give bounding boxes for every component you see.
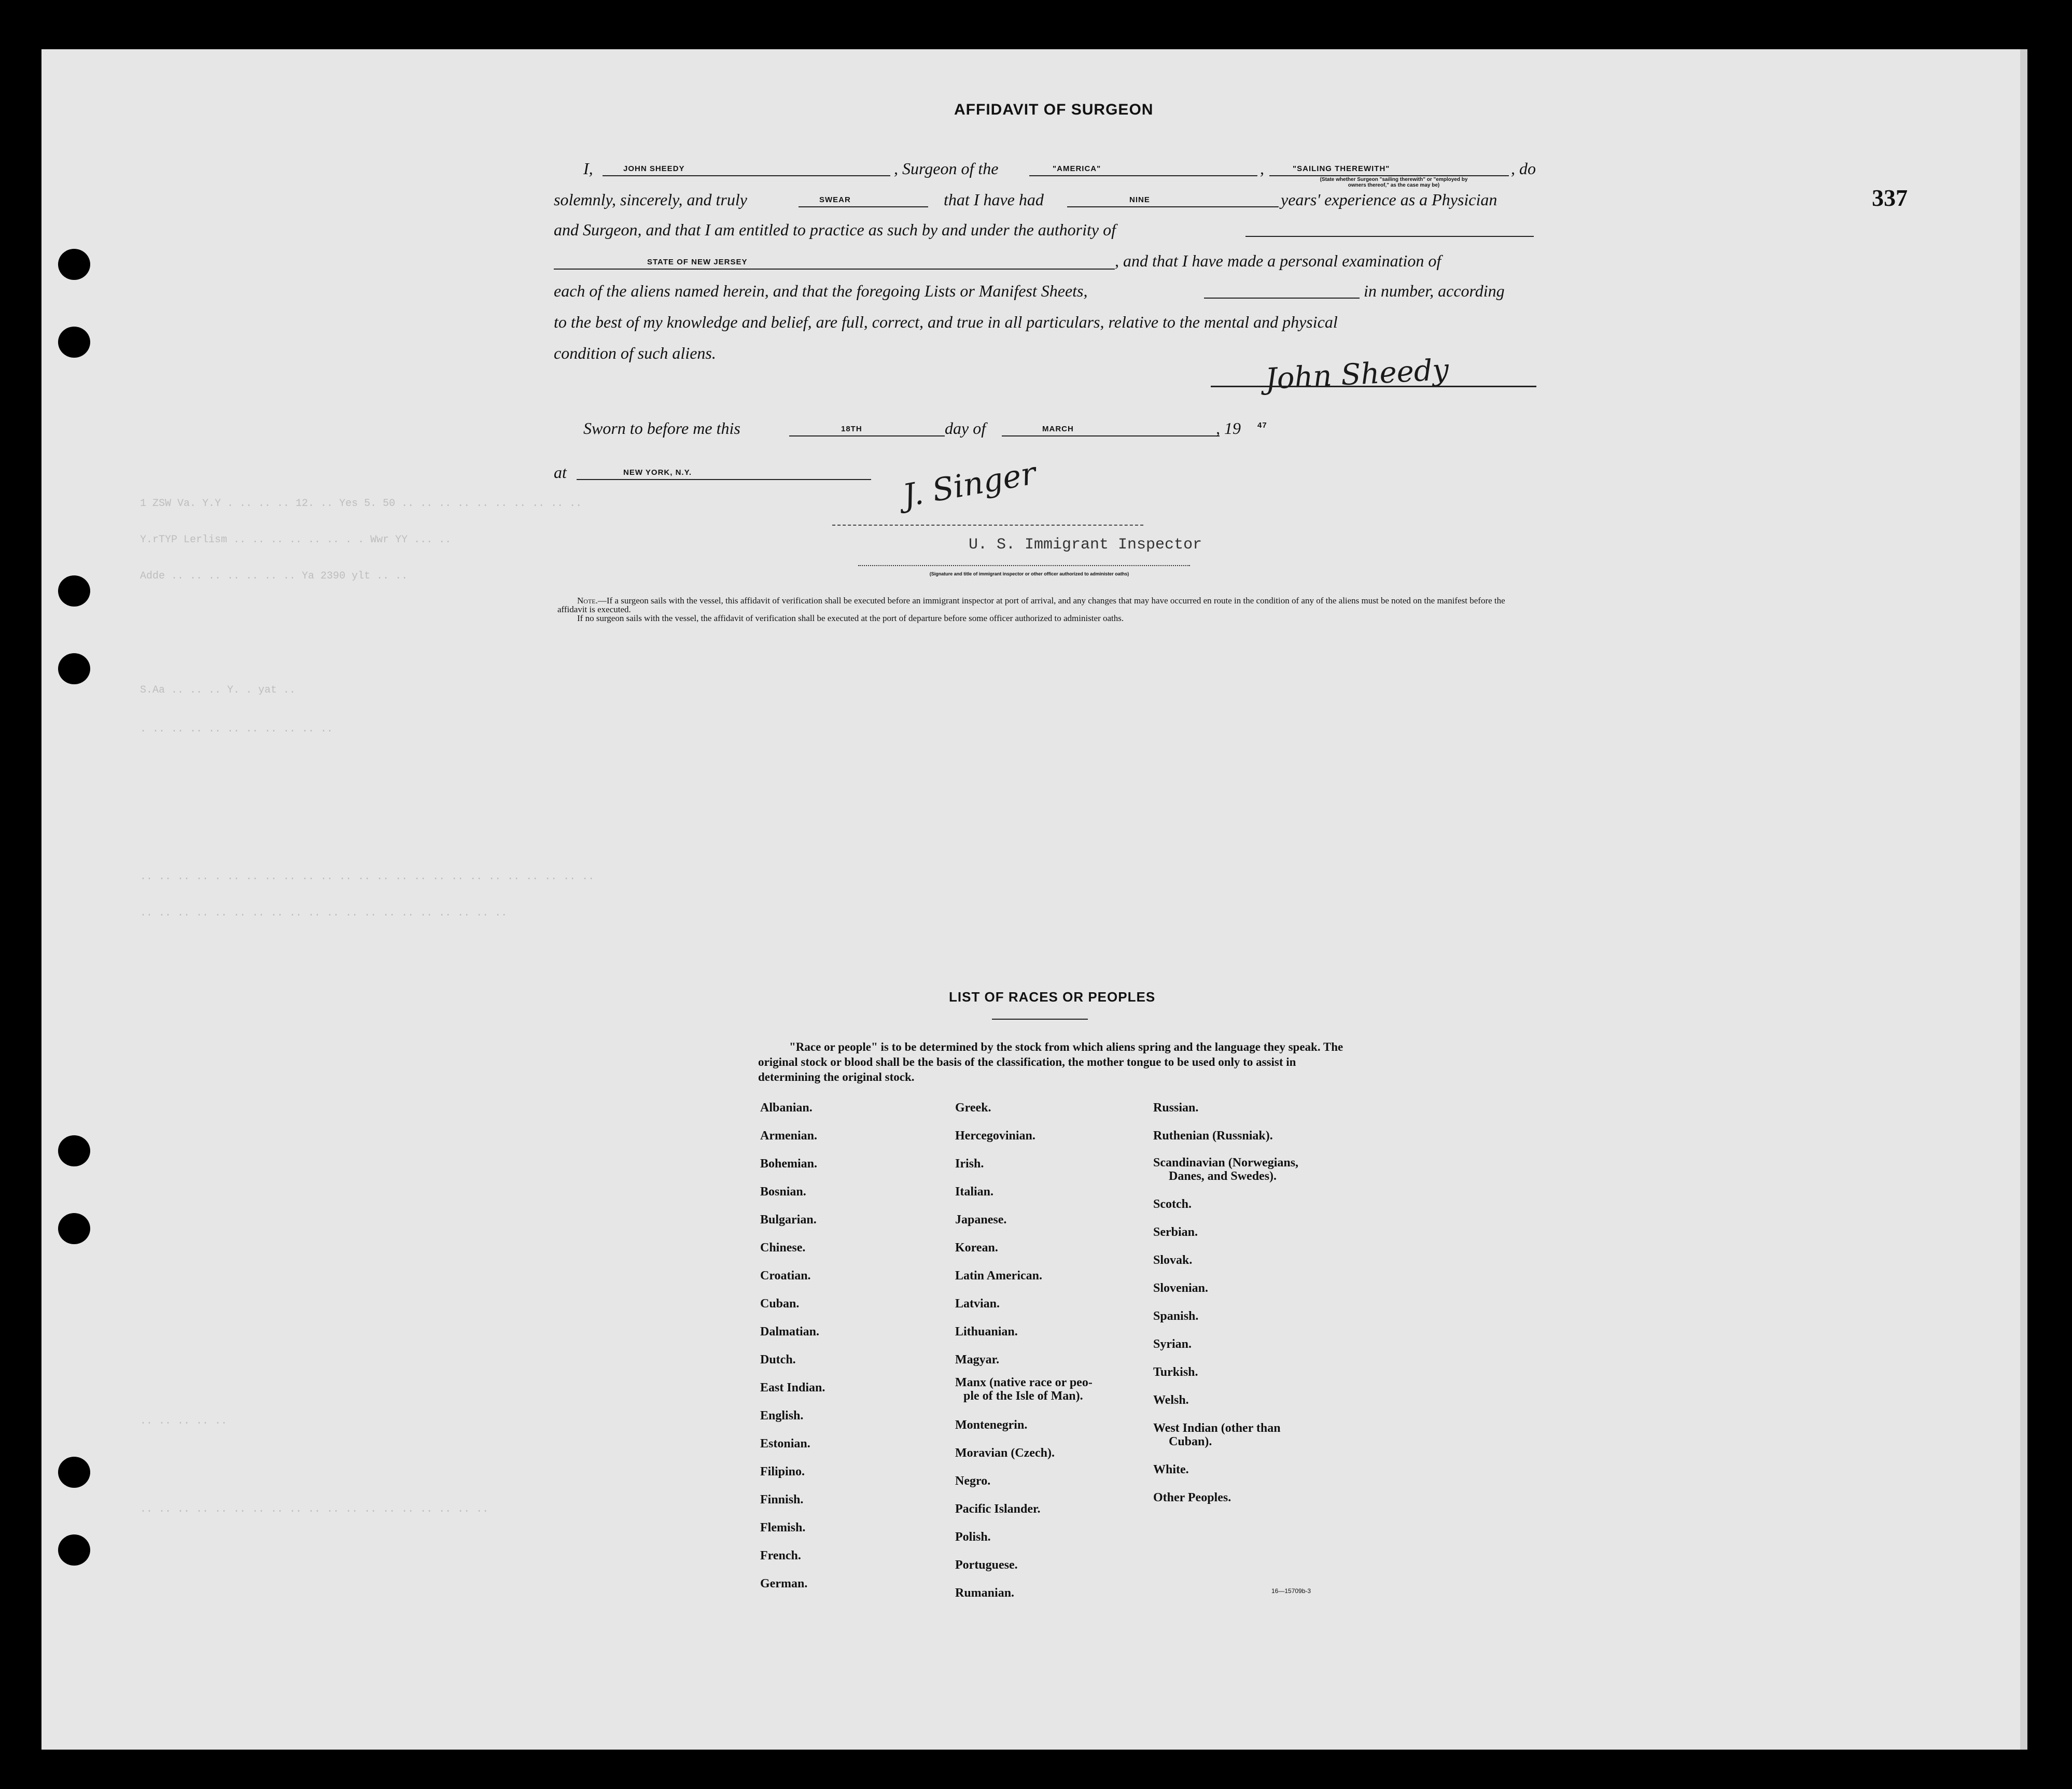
text-surgeon-of: , Surgeon of the <box>894 159 999 178</box>
text-solemnly: solemnly, sincerely, and truly <box>554 190 747 209</box>
text-i: I, <box>583 159 593 178</box>
binder-hole <box>58 1457 90 1488</box>
race-item: White. <box>1153 1463 1189 1476</box>
text-do: , do <box>1511 159 1536 178</box>
race-item: Rumanian. <box>955 1586 1015 1600</box>
bleed-through-text: 1 ZSW Va. Y.Y . .. .. .. 12. .. Yes 5. 50 .. .. .. .. .. .. .. .. .. .. <box>140 498 582 510</box>
race-item: Croatian. <box>760 1269 811 1283</box>
binder-hole <box>58 1135 90 1166</box>
document-sheet <box>41 49 2027 1750</box>
race-item: Pacific Islander. <box>955 1502 1041 1516</box>
race-item: Danes, and Swedes). <box>1169 1170 1277 1183</box>
text-and-surgeon: and Surgeon, and that I am entitled to practice as such by and under the authority of <box>554 220 1116 239</box>
race-item: Japanese. <box>955 1213 1007 1227</box>
race-item: East Indian. <box>760 1381 825 1394</box>
surgeon-name-value: JOHN SHEEDY <box>623 164 685 173</box>
race-item: Manx (native race or peo- <box>955 1376 1093 1389</box>
race-item: Syrian. <box>1153 1337 1192 1351</box>
race-item: Latvian. <box>955 1297 1000 1311</box>
race-item: Turkish. <box>1153 1365 1198 1379</box>
bleed-through-text: Y.rTYP Lerlism .. .. .. .. .. .. . . Wwr YY ... .. <box>140 534 452 546</box>
bleed-through-text: . .. .. .. .. .. .. .. .. .. .. <box>140 723 333 735</box>
authority-field <box>554 251 1115 270</box>
race-item: Latin American. <box>955 1269 1042 1283</box>
race-item: Filipino. <box>760 1465 805 1478</box>
race-item: Bosnian. <box>760 1185 806 1199</box>
race-item: Finnish. <box>760 1493 804 1506</box>
race-item: French. <box>760 1549 801 1562</box>
page-number: 337 <box>1872 185 1908 211</box>
race-item: ple of the Isle of Man). <box>963 1389 1083 1403</box>
sworn-day-field <box>789 418 945 436</box>
text-comma: , <box>1260 159 1264 178</box>
binder-hole <box>58 1534 90 1566</box>
races-intro: "Race or people" is to be determined by the stock from which aliens spring and the language they speak. The original stock or blood shall be the basis of the classification, the mother tongue to be used only to assist in determining the original stock. <box>758 1040 1343 1083</box>
authority-blank-line <box>1245 236 1534 237</box>
race-item: Albanian. <box>760 1101 813 1115</box>
bleed-through-text: S.Aa .. .. .. Y. . yat .. <box>140 684 296 696</box>
vessel-value: "AMERICA" <box>1053 164 1101 173</box>
bleed-through-text: .. .. .. .. .. .. .. .. .. .. .. .. .. .. .. .. .. .. .. <box>140 1503 489 1515</box>
vessel-field <box>1029 158 1257 176</box>
race-item: Bohemian. <box>760 1157 818 1171</box>
bleed-through-text: .. .. .. .. .. <box>140 1415 228 1427</box>
race-item: Magyar. <box>955 1353 1000 1367</box>
authority-value: STATE OF NEW JERSEY <box>647 258 748 266</box>
inspector-caption: (Signature and title of immigrant inspector or other officer authorized to administer oaths) <box>929 571 1129 576</box>
race-item: Dutch. <box>760 1353 796 1367</box>
race-item: Hercegovinian. <box>955 1129 1035 1143</box>
race-item: Korean. <box>955 1241 998 1255</box>
text-each-alien: each of the aliens named herein, and that the foregoing Lists or Manifest Sheets, <box>554 281 1088 300</box>
sworn-place-value: NEW YORK, N.Y. <box>623 468 692 477</box>
race-item: Dalmatian. <box>760 1325 819 1339</box>
race-item: Negro. <box>955 1474 991 1488</box>
race-item: Moravian (Czech). <box>955 1446 1055 1460</box>
race-item: Scandinavian (Norwegians, <box>1153 1156 1299 1170</box>
relation-hint <box>1285 177 1503 188</box>
race-item: Irish. <box>955 1157 984 1171</box>
race-item: Spanish. <box>1153 1309 1199 1323</box>
race-item: Serbian. <box>1153 1225 1198 1239</box>
bleed-through-text: .. .. .. .. . .. .. .. .. .. .. .. .. .. .. .. .. .. .. .. .. .. .. .. .. <box>140 871 595 883</box>
race-item: German. <box>760 1577 808 1590</box>
text-personal-exam: , and that I have made a personal examination of <box>1115 251 1441 270</box>
form-number: 16—15709b-3 <box>1271 1587 1311 1595</box>
race-item: Montenegrin. <box>955 1418 1028 1432</box>
binder-hole <box>58 249 90 280</box>
binder-hole <box>58 1213 90 1244</box>
inspector-title: U. S. Immigrant Inspector <box>969 536 1202 554</box>
binder-hole <box>58 575 90 607</box>
inspector-signature: J. Singer <box>900 455 1039 514</box>
race-item: Welsh. <box>1153 1393 1189 1407</box>
text-in-number: in number, according <box>1364 281 1505 300</box>
oath-value: SWEAR <box>819 195 851 204</box>
race-item: Ruthenian (Russniak). <box>1153 1129 1273 1143</box>
relation-value: "SAILING THEREWITH" <box>1293 164 1390 173</box>
note-lead: Note. <box>577 596 598 605</box>
sworn-day-value: 18TH <box>841 425 862 433</box>
relation-hint-line: owners thereof," as the case may be) <box>1348 182 1440 188</box>
binder-hole <box>58 653 90 684</box>
race-item: Bulgarian. <box>760 1213 817 1227</box>
races-title: LIST OF RACES OR PEOPLES <box>949 989 1156 1005</box>
bleed-through-text: .. .. .. .. .. .. .. .. .. .. .. .. .. .. .. .. .. .. .. .. <box>140 907 508 919</box>
sheets-count-line <box>1204 298 1360 299</box>
bleed-through-text: Adde .. .. .. .. .. .. .. Ya 2390 ylt .. .. <box>140 570 408 582</box>
note-text-1: —If a surgeon sails with the vessel, this affidavit of verification shall be executed before an immigrant inspector at port of arrival, and any changes that may have occurred en route in the condition of any of the aliens must be noted on the manifest before the affidavit is executed. <box>557 596 1505 614</box>
text-at: at <box>554 463 567 482</box>
race-item: Other Peoples. <box>1153 1491 1231 1504</box>
text-condition: condition of such aliens. <box>554 344 716 362</box>
surgeon-signature-line <box>1211 386 1536 387</box>
binder-hole <box>58 327 90 358</box>
text-have-had: that I have had <box>944 190 1044 209</box>
race-item: Slovak. <box>1153 1253 1193 1267</box>
oath-field <box>799 189 928 207</box>
race-item: Estonian. <box>760 1437 810 1450</box>
race-item: Slovenian. <box>1153 1281 1209 1295</box>
inspector-signature-line <box>832 525 1143 526</box>
race-item: English. <box>760 1409 804 1422</box>
race-item: Cuban). <box>1169 1435 1212 1448</box>
races-title-rule <box>992 1019 1088 1020</box>
race-item: Greek. <box>955 1101 991 1115</box>
affidavit-title: AFFIDAVIT OF SURGEON <box>954 101 1154 118</box>
race-item: Italian. <box>955 1185 994 1199</box>
text-nineteen: , 19 <box>1216 419 1241 438</box>
race-item: Cuban. <box>760 1297 800 1311</box>
text-years-experience: years' experience as a Physician <box>1281 190 1497 209</box>
race-item: Armenian. <box>760 1129 817 1143</box>
race-item: Portuguese. <box>955 1558 1018 1572</box>
years-field <box>1067 189 1279 207</box>
sworn-place-field <box>577 461 871 480</box>
relation-field <box>1269 158 1509 176</box>
race-item: Russian. <box>1153 1101 1199 1115</box>
race-item: Chinese. <box>760 1241 806 1255</box>
text-day-of: day of <box>945 419 986 438</box>
sworn-month-field <box>1002 418 1220 436</box>
years-value: NINE <box>1129 195 1150 204</box>
race-item: Lithuanian. <box>955 1325 1018 1339</box>
sworn-month-value: MARCH <box>1042 425 1074 433</box>
affidavit-note <box>557 596 1511 623</box>
page-edge <box>2020 49 2027 1750</box>
surgeon-name-field <box>603 158 890 176</box>
surgeon-signature: John Sheedy <box>1264 353 1450 397</box>
race-item: Flemish. <box>760 1521 806 1534</box>
inspector-title-line <box>858 565 1190 566</box>
race-item: West Indian (other than <box>1153 1421 1281 1435</box>
sworn-year-value: 47 <box>1257 421 1267 430</box>
text-sworn: Sworn to before me this <box>583 419 740 438</box>
race-item: Scotch. <box>1153 1198 1192 1211</box>
race-item: Polish. <box>955 1530 991 1544</box>
text-best-knowledge: to the best of my knowledge and belief, are full, correct, and true in all particulars, relative to the mental and physical <box>554 313 1338 331</box>
relation-hint-line: (State whether Surgeon "sailing therewith" or "employed by <box>1320 177 1468 182</box>
note-text-2: If no surgeon sails with the vessel, the affidavit of verification shall be executed at the port of departure before some officer authorized to administer oaths. <box>577 613 1124 623</box>
